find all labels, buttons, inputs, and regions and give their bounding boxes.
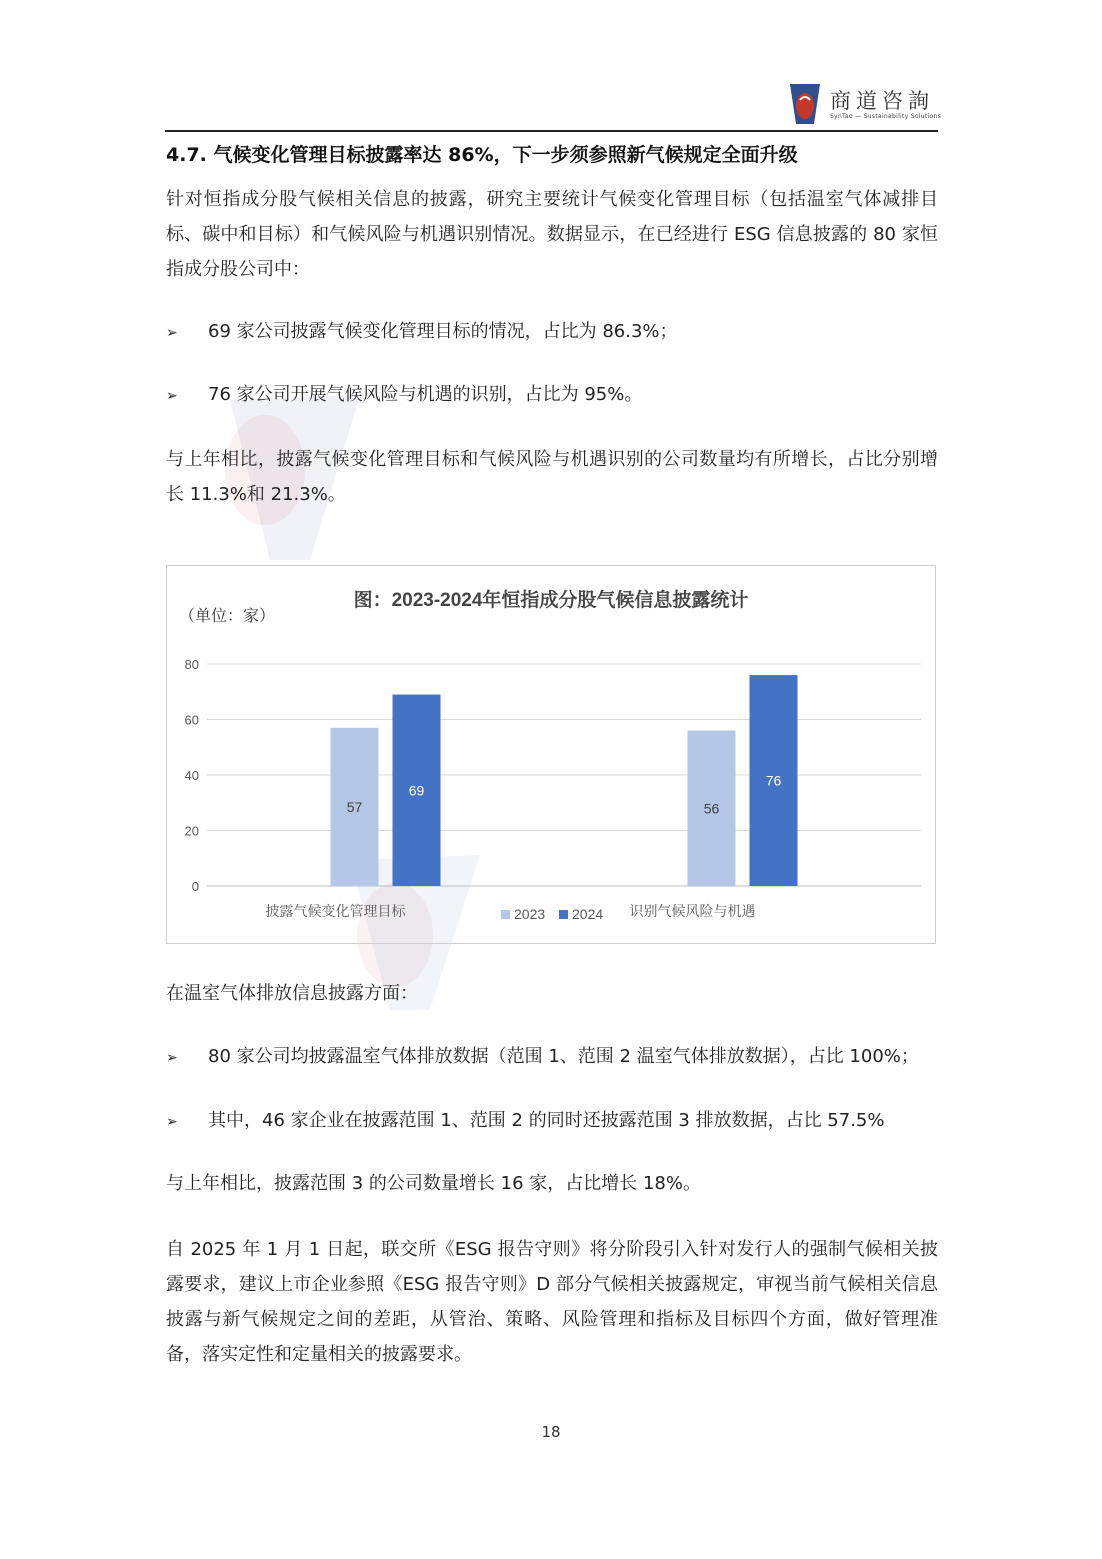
bullet-text: 69 家公司披露气候变化管理目标的情况，占比为 86.3%； bbox=[208, 321, 678, 342]
y-tick-label: 0 bbox=[191, 879, 199, 894]
scope3-comparison-paragraph: 与上年相比，披露范围 3 的公司数量增长 16 家，占比增长 18%。 bbox=[166, 1173, 701, 1194]
chart-canvas bbox=[167, 566, 935, 943]
x-category-label: 识别气候风险与机遇 bbox=[629, 903, 756, 919]
bullet-text: 其中，46 家企业在披露范围 1、范围 2 的同时还披露范围 3 排放数据，占比 57.5% bbox=[208, 1110, 885, 1131]
bullet-item bbox=[166, 1107, 885, 1136]
bullet-item bbox=[166, 318, 678, 347]
data-label: 56 bbox=[703, 800, 720, 817]
x-category-label: 披露气候变化管理目标 bbox=[265, 903, 406, 919]
logo-chinese-text: 商道咨詢 bbox=[830, 88, 934, 113]
page-number: 18 bbox=[541, 1423, 561, 1441]
bullet-item bbox=[166, 381, 642, 410]
arrow-bullet-icon: ➢ bbox=[166, 1050, 178, 1066]
data-label: 76 bbox=[765, 772, 782, 789]
section-heading: 4.7. 气候变化管理目标披露率达 86%，下一步须参照新气候规定全面升级 bbox=[166, 144, 798, 166]
chart-title: 图：2023-2024年恒指成分股气候信息披露统计 bbox=[353, 590, 749, 611]
bar-chart bbox=[166, 565, 936, 944]
legend-label: 2023 bbox=[514, 906, 546, 922]
logo-english-text: SynTao — Sustainability Solutions bbox=[830, 112, 941, 120]
data-label: 69 bbox=[408, 782, 425, 799]
legend-swatch bbox=[559, 910, 568, 919]
y-tick-label: 40 bbox=[184, 768, 199, 783]
legend-label: 2024 bbox=[572, 906, 604, 922]
y-tick-label: 80 bbox=[184, 657, 199, 672]
intro-paragraph: 针对恒指成分股气候相关信息的披露，研究主要统计气候变化管理目标（包括温室气体减排目标、碳中和目标）和气候风险与机遇识别情况。数据显示，在已经进行 ESG 信息披露的 80 家恒指成分股公司中： bbox=[166, 189, 938, 280]
arrow-bullet-icon: ➢ bbox=[166, 325, 178, 341]
header-divider bbox=[165, 130, 938, 132]
bullet-item bbox=[166, 1043, 919, 1072]
closing-paragraph: 自 2025 年 1 月 1 日起，联交所《ESG 报告守则》将分阶段引入针对发行人的强制气候相关披露要求，建议上市企业参照《ESG 报告守则》D 部分气候相关披露规定，审视当前气候相关信息披露与新气候规定之间的差距，从管治、策略、风险管理和指标及目标四个方面，做好管理准备，落实定性和定量相关的披露要求。 bbox=[166, 1239, 938, 1365]
y-tick-label: 20 bbox=[184, 823, 199, 839]
y-tick-label: 60 bbox=[184, 712, 199, 728]
logo-mark-icon bbox=[788, 82, 822, 126]
bullet-text: 76 家公司开展气候风险与机遇的识别，占比为 95%。 bbox=[208, 384, 643, 405]
data-label: 57 bbox=[346, 798, 363, 815]
arrow-bullet-icon: ➢ bbox=[166, 1114, 178, 1130]
legend-swatch bbox=[501, 910, 510, 919]
chart-unit-label: （单位：家） bbox=[179, 608, 276, 625]
company-logo bbox=[788, 82, 941, 126]
comparison-paragraph: 与上年相比，披露气候变化管理目标和气候风险与机遇识别的公司数量均有所增长，占比分别增长 11.3%和 21.3%。 bbox=[166, 449, 938, 505]
arrow-bullet-icon: ➢ bbox=[166, 388, 178, 404]
bullet-text: 80 家公司均披露温室气体排放数据（范围 1、范围 2 温室气体排放数据），占比 100%； bbox=[208, 1046, 919, 1067]
ghg-intro-paragraph: 在温室气体排放信息披露方面： bbox=[166, 983, 418, 1004]
